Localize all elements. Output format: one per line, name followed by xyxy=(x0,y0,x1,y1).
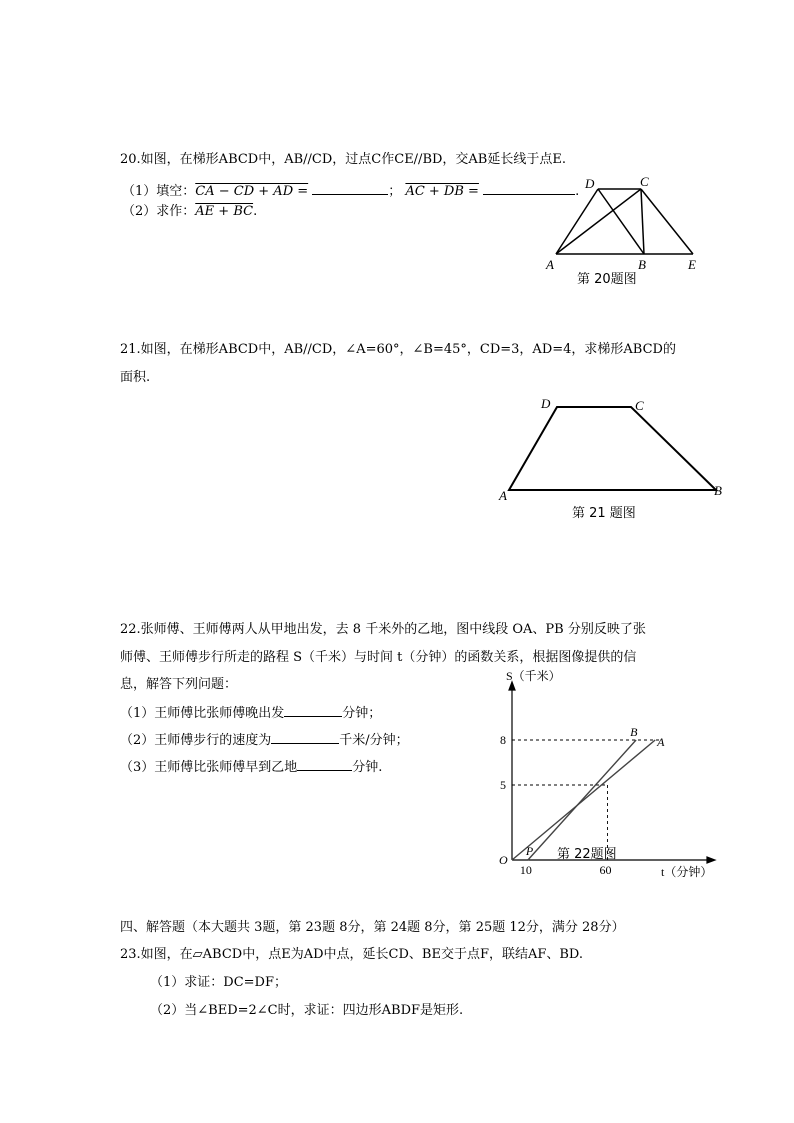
q20-part2 xyxy=(122,204,257,220)
q22-blank1[interactable] xyxy=(284,704,342,717)
q23-part1: （1）求证：DC=DF； xyxy=(150,975,287,990)
q20-expr2: AC + DB = xyxy=(405,184,479,199)
q20-figure xyxy=(540,172,710,292)
q21-line1: 21.如图，在梯形ABCD中，AB//CD，∠A=60°，∠B=45°，CD=3，AD=4，求梯形ABCD的 xyxy=(120,342,676,357)
q22-sub1 xyxy=(120,704,381,722)
section4-heading: 四、解答题（本大题共 3题，第 23题 8分，第 24题 8分，第 25题 12分，满分 28分） xyxy=(120,920,625,935)
q20-label-A: A xyxy=(546,257,554,272)
q21-caption: 第 21 题图 xyxy=(572,506,636,521)
chart-xlabel: t（分钟） xyxy=(661,865,713,879)
q22-sub3 xyxy=(120,758,382,776)
q22-line2: 师傅、王师傅步行所走的路程 S（千米）与时间 t（分钟）的函数关系，根据图像提供的信 xyxy=(120,650,637,665)
chart-label-A: A xyxy=(657,735,665,749)
q20-seg-AC xyxy=(556,189,641,254)
chart-xtick-10: 10 xyxy=(519,863,532,877)
q20-label-B: B xyxy=(638,257,646,272)
q20-part1 xyxy=(122,182,579,200)
q22-sub2-unit: 千米/分钟； xyxy=(339,733,409,748)
q22-sub1-text: （1）王师傅比张师傅晚出发 xyxy=(120,706,285,721)
q20-part1-label: （1）填空： xyxy=(122,184,196,199)
q22-chart xyxy=(490,669,720,884)
q21-label-C: C xyxy=(635,398,644,413)
chart-xtick-60: 60 xyxy=(599,863,612,877)
q21-label-D: D xyxy=(541,396,551,411)
q20-part2-label: （2）求作： xyxy=(122,204,196,219)
q22-blank2[interactable] xyxy=(271,731,339,744)
q20-label-E: E xyxy=(688,257,696,272)
q22-sub3-text: （3）王师傅比张师傅早到乙地 xyxy=(120,760,298,775)
q22-sub1-unit: 分钟； xyxy=(342,706,382,721)
q22-sub3-unit: 分钟. xyxy=(352,760,383,775)
q20-seg-CE xyxy=(641,189,693,254)
chart-label-P: P xyxy=(525,844,534,858)
chart-y-arrow xyxy=(509,682,515,690)
chart-series-PB xyxy=(528,740,636,860)
q20-sep: ； xyxy=(388,184,402,199)
q20-stem: 20.如图，在梯形ABCD中，AB//CD，过点C作CE//BD，交AB延长线于点E. xyxy=(120,152,566,167)
chart-ylabel: S（千米） xyxy=(506,669,561,683)
q21-figure xyxy=(495,394,735,526)
q21-label-A: A xyxy=(499,488,507,503)
q22-sub2-text: （2）王师傅步行的速度为 xyxy=(120,733,272,748)
chart-ytick-5: 5 xyxy=(500,778,506,792)
q20-label-D: D xyxy=(585,176,595,191)
q21-label-B: B xyxy=(714,483,722,498)
q20-blank1[interactable] xyxy=(312,182,388,195)
chart-ytick-8: 8 xyxy=(500,733,506,747)
q20-expr3: AE + BC xyxy=(195,204,254,219)
q20-seg-DB xyxy=(598,189,644,254)
q20-end: . xyxy=(575,184,580,199)
q20-seg-CB xyxy=(641,189,644,254)
q20-seg-AD xyxy=(556,189,598,254)
q22-sub2 xyxy=(120,731,409,749)
chart-origin-label: O xyxy=(499,853,508,867)
q20-label-C: C xyxy=(640,174,649,189)
q20-expr1: CA − CD + AD = xyxy=(195,184,309,199)
q21-line2: 面积. xyxy=(120,370,151,385)
q21-trapezoid xyxy=(509,407,716,490)
q22-line1: 22.张师傅、王师傅两人从甲地出发，去 8 千米外的乙地，图中线段 OA、PB 分别反映了张 xyxy=(120,622,646,637)
chart-label-B: B xyxy=(630,725,638,739)
chart-caption: 第 22题图 xyxy=(557,847,617,862)
q22-blank3[interactable] xyxy=(297,758,352,771)
q23-part2: （2）当∠BED=2∠C时，求证：四边形ABDF是矩形. xyxy=(150,1003,464,1018)
q23-stem: 23.如图，在▱ABCD中，点E为AD中点，延长CD、BE交于点F，联结AF、BD. xyxy=(120,947,584,962)
chart-x-arrow xyxy=(707,857,715,863)
q20-caption: 第 20题图 xyxy=(577,272,637,287)
q20-part2-end: . xyxy=(253,204,258,219)
chart-series-OA xyxy=(512,740,655,860)
q22-line3: 息，解答下列问题： xyxy=(120,677,238,692)
